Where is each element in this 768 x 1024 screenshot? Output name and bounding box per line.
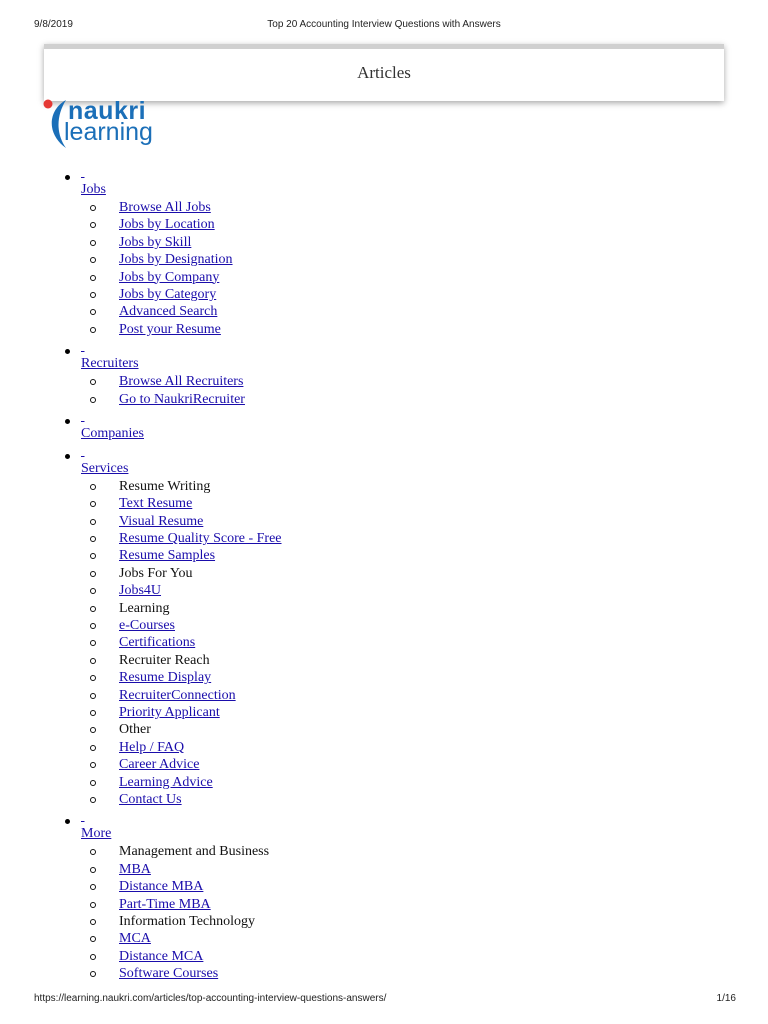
jobs-by-designation-link[interactable]: Jobs by Designation bbox=[119, 252, 233, 268]
other-group-label: Other bbox=[119, 722, 151, 738]
submenu-item bbox=[119, 286, 768, 303]
naukri-learning-logo[interactable] bbox=[42, 96, 192, 152]
submenu-item bbox=[119, 687, 768, 704]
learning-advice-link[interactable]: Learning Advice bbox=[119, 774, 213, 790]
jobs4u-link[interactable]: Jobs4U bbox=[119, 583, 162, 599]
submenu-item bbox=[119, 600, 768, 617]
submenu-item bbox=[119, 321, 768, 338]
submenu-item bbox=[119, 721, 768, 738]
browse-all-recruiters-link[interactable]: Browse All Recruiters bbox=[119, 374, 244, 390]
submenu-item bbox=[119, 391, 768, 408]
resume-samples-link[interactable]: Resume Samples bbox=[119, 548, 216, 564]
services-submenu bbox=[81, 478, 768, 808]
submenu-item bbox=[119, 791, 768, 808]
distance-mba-link[interactable]: Distance MBA bbox=[119, 879, 204, 895]
go-to-naukrirecruiter-link[interactable]: Go to NaukriRecruiter bbox=[119, 391, 245, 407]
contact-us-link[interactable]: Contact Us bbox=[119, 791, 182, 807]
mca-link[interactable]: MCA bbox=[119, 931, 151, 947]
submenu-item bbox=[119, 565, 768, 582]
nav-recruiters-link[interactable]: Recruiters bbox=[81, 356, 139, 372]
jobs-for-you-group-label: Jobs For You bbox=[119, 565, 193, 581]
logo-word-naukri: naukri bbox=[68, 97, 147, 125]
nav-item-companies bbox=[0, 408, 768, 443]
submenu-item bbox=[119, 269, 768, 286]
submenu-item bbox=[119, 582, 768, 599]
submenu-item bbox=[119, 617, 768, 634]
submenu-item bbox=[119, 216, 768, 233]
more-submenu bbox=[81, 843, 768, 982]
articles-heading: Articles bbox=[357, 63, 411, 82]
submenu-item bbox=[119, 774, 768, 791]
jobs-submenu bbox=[81, 199, 768, 338]
text-resume-link[interactable]: Text Resume bbox=[119, 496, 193, 512]
submenu-item bbox=[119, 373, 768, 390]
recruiter-reach-group-label: Recruiter Reach bbox=[119, 652, 210, 668]
jobs-by-category-link[interactable]: Jobs by Category bbox=[119, 286, 217, 302]
e-courses-link[interactable]: e-Courses bbox=[119, 618, 175, 634]
nav-menu bbox=[0, 164, 768, 982]
print-header bbox=[0, 0, 768, 30]
nav-jobs-icon-link[interactable] bbox=[81, 164, 768, 181]
submenu-item bbox=[119, 861, 768, 878]
submenu-item bbox=[119, 896, 768, 913]
submenu-item bbox=[119, 704, 768, 721]
software-courses-link[interactable]: Software Courses bbox=[119, 966, 219, 982]
print-page-number: 1/16 bbox=[716, 993, 736, 1004]
nav-item-recruiters bbox=[0, 338, 768, 408]
submenu-item bbox=[119, 547, 768, 564]
submenu-item bbox=[119, 234, 768, 251]
mba-link[interactable]: MBA bbox=[119, 861, 151, 877]
submenu-item bbox=[119, 478, 768, 495]
submenu-item bbox=[119, 878, 768, 895]
print-date: 9/8/2019 bbox=[34, 19, 73, 30]
resume-display-link[interactable]: Resume Display bbox=[119, 670, 212, 686]
submenu-item bbox=[119, 669, 768, 686]
submenu-item bbox=[119, 739, 768, 756]
nav-recruiters-icon-link[interactable] bbox=[81, 338, 768, 355]
resume-quality-score-free-link[interactable]: Resume Quality Score - Free bbox=[119, 531, 282, 547]
submenu-item bbox=[119, 843, 768, 860]
nav-services-icon-link[interactable] bbox=[81, 443, 768, 460]
submenu-item bbox=[119, 756, 768, 773]
submenu-item bbox=[119, 513, 768, 530]
articles-header-bar bbox=[44, 44, 724, 101]
career-advice-link[interactable]: Career Advice bbox=[119, 757, 200, 773]
part-time-mba-link[interactable]: Part-Time MBA bbox=[119, 896, 211, 912]
submenu-item bbox=[119, 495, 768, 512]
submenu-item bbox=[119, 652, 768, 669]
submenu-item bbox=[119, 913, 768, 930]
post-your-resume-link[interactable]: Post your Resume bbox=[119, 321, 221, 337]
browse-all-jobs-link[interactable]: Browse All Jobs bbox=[119, 200, 211, 215]
nav-more-link[interactable]: More bbox=[81, 826, 112, 842]
print-page-title: Top 20 Accounting Interview Questions with Answers bbox=[267, 19, 501, 30]
nav-more-icon-link[interactable] bbox=[81, 808, 768, 825]
certifications-link[interactable]: Certifications bbox=[119, 635, 196, 651]
recruiters-submenu bbox=[81, 373, 768, 408]
print-footer bbox=[0, 988, 768, 1024]
jobs-by-location-link[interactable]: Jobs by Location bbox=[119, 217, 215, 233]
nav-companies-icon-link[interactable] bbox=[81, 408, 768, 425]
distance-mca-link[interactable]: Distance MCA bbox=[119, 948, 204, 964]
resume-writing-group-label: Resume Writing bbox=[119, 478, 211, 494]
submenu-item bbox=[119, 530, 768, 547]
logo-word-learning: learning bbox=[64, 118, 153, 146]
help-faq-link[interactable]: Help / FAQ bbox=[119, 739, 185, 755]
recruiterconnection-link[interactable]: RecruiterConnection bbox=[119, 687, 236, 703]
nav-item-jobs bbox=[0, 164, 768, 338]
nav-services-link[interactable]: Services bbox=[81, 460, 129, 476]
priority-applicant-link[interactable]: Priority Applicant bbox=[119, 704, 220, 720]
nav-item-more bbox=[0, 808, 768, 982]
advanced-search-link[interactable]: Advanced Search bbox=[119, 304, 218, 320]
submenu-item bbox=[119, 930, 768, 947]
visual-resume-link[interactable]: Visual Resume bbox=[119, 513, 204, 529]
learning-group-label: Learning bbox=[119, 600, 170, 616]
nav-companies-link[interactable]: Companies bbox=[81, 425, 144, 441]
main-navigation bbox=[0, 164, 768, 982]
jobs-by-skill-link[interactable]: Jobs by Skill bbox=[119, 234, 192, 250]
submenu-item bbox=[119, 303, 768, 320]
submenu-item bbox=[119, 199, 768, 216]
submenu-item bbox=[119, 965, 768, 982]
submenu-item bbox=[119, 634, 768, 651]
management-and-business-group-label: Management and Business bbox=[119, 844, 270, 860]
jobs-by-company-link[interactable]: Jobs by Company bbox=[119, 269, 220, 285]
submenu-item bbox=[119, 948, 768, 965]
nav-jobs-link[interactable]: Jobs bbox=[81, 182, 106, 197]
nav-item-services bbox=[0, 443, 768, 808]
submenu-item bbox=[119, 251, 768, 268]
print-url: https://learning.naukri.com/articles/top-accounting-interview-questions-answers/ bbox=[34, 993, 387, 1004]
information-technology-group-label: Information Technology bbox=[119, 913, 256, 929]
